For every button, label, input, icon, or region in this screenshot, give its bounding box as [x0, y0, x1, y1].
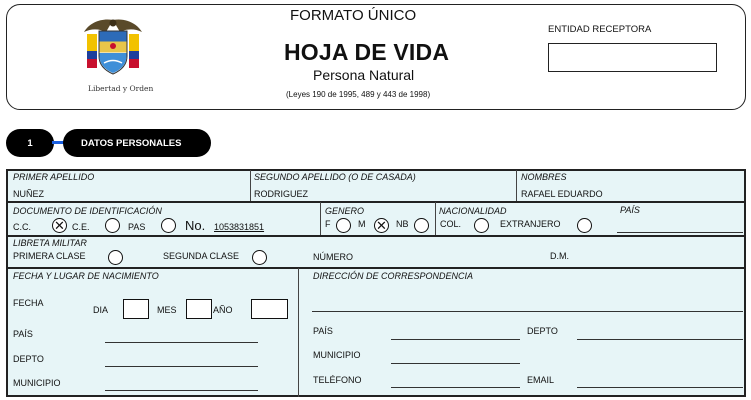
- section-number: 1: [6, 129, 54, 157]
- extranjero-label: EXTRANJERO: [500, 219, 561, 229]
- pais-label: PAÍS: [620, 205, 640, 215]
- f-radio[interactable]: [336, 218, 351, 233]
- entidad-label: ENTIDAD RECEPTORA: [548, 24, 652, 35]
- dia-input[interactable]: [123, 299, 149, 319]
- numero-label: No.: [185, 218, 206, 233]
- col-label: COL.: [440, 219, 462, 229]
- nacimiento-depto-label: DEPTO: [13, 354, 44, 364]
- pas-radio[interactable]: [161, 218, 176, 233]
- subtitle: Persona Natural: [313, 67, 415, 83]
- column-divider: [516, 170, 517, 201]
- anio-input[interactable]: [251, 299, 288, 319]
- nacionalidad-label: NACIONALIDAD: [439, 206, 507, 216]
- ce-label: C.E.: [72, 222, 90, 232]
- column-divider: [320, 202, 321, 235]
- correspondencia-municipio-label: MUNICIPIO: [313, 350, 361, 360]
- mes-input[interactable]: [186, 299, 212, 319]
- section-title: DATOS PERSONALES: [63, 129, 211, 157]
- datos-personales-form: [6, 169, 746, 397]
- pais-input-line[interactable]: [617, 232, 743, 233]
- nb-label: NB: [396, 219, 409, 229]
- genero-label: GENERO: [325, 206, 365, 216]
- m-label: M: [358, 219, 366, 229]
- fecha-label: FECHA: [13, 298, 44, 308]
- nombres-value[interactable]: RAFAEL EDUARDO: [521, 189, 603, 199]
- column-divider: [435, 202, 436, 235]
- primer-apellido-value[interactable]: NUÑEZ: [13, 189, 44, 199]
- correspondencia-depto-label: DEPTO: [527, 326, 558, 336]
- libreta-numero-label: NÚMERO: [313, 252, 353, 262]
- segunda-clase-label: SEGUNDA CLASE: [163, 251, 240, 261]
- nombres-label: NOMBRES: [521, 172, 567, 182]
- email-label: EMAIL: [527, 375, 555, 385]
- ce-radio[interactable]: [105, 218, 120, 233]
- column-divider: [250, 170, 251, 201]
- cc-label: C.C.: [13, 222, 31, 232]
- email-input[interactable]: [577, 387, 743, 388]
- col-radio[interactable]: [474, 218, 489, 233]
- segunda-clase-radio[interactable]: [252, 250, 267, 265]
- laws-reference: (Leyes 190 de 1995, 489 y 443 de 1998): [286, 90, 431, 99]
- correspondencia-municipio-input[interactable]: [391, 363, 520, 364]
- documento-label: DOCUMENTO DE IDENTIFICACIÓN: [13, 206, 162, 216]
- dia-label: DIA: [93, 305, 109, 315]
- telefono-label: TELÉFONO: [313, 375, 362, 385]
- m-radio-checked[interactable]: ✕: [374, 218, 389, 233]
- nacimiento-municipio-label: MUNICIPIO: [13, 378, 61, 388]
- motto-text: Libertad y Orden: [88, 84, 154, 93]
- segundo-apellido-label: SEGUNDO APELLIDO (O DE CASADA): [254, 172, 416, 182]
- coat-of-arms-logo: [82, 16, 144, 80]
- libreta-militar-label: LIBRETA MILITAR: [13, 238, 87, 248]
- dm-label: D.M.: [550, 251, 569, 261]
- nacimiento-depto-input[interactable]: [105, 366, 258, 367]
- mes-label: MES: [157, 305, 177, 315]
- primera-clase-label: PRIMERA CLASE: [13, 251, 86, 261]
- direccion-label: DIRECCIÓN DE CORRESPONDENCIA: [313, 271, 474, 281]
- nacimiento-label: FECHA Y LUGAR DE NACIMIENTO: [13, 271, 159, 281]
- page-title: HOJA DE VIDA: [284, 39, 450, 65]
- entidad-field[interactable]: [548, 43, 717, 72]
- nacimiento-pais-input[interactable]: [105, 342, 258, 343]
- column-divider: [298, 268, 299, 397]
- direccion-input[interactable]: [312, 311, 743, 312]
- row-divider: [6, 201, 746, 203]
- formato-label: FORMATO ÚNICO: [290, 7, 417, 24]
- telefono-input[interactable]: [391, 387, 520, 388]
- correspondencia-pais-input[interactable]: [391, 339, 520, 340]
- primer-apellido-label: PRIMER APELLIDO: [13, 172, 95, 182]
- nacimiento-pais-label: PAÍS: [13, 329, 33, 339]
- cc-radio-checked[interactable]: ✕: [52, 218, 67, 233]
- correspondencia-pais-label: PAÍS: [313, 326, 333, 336]
- anio-label: AÑO: [213, 305, 233, 315]
- segundo-apellido-value[interactable]: RODRIGUEZ: [254, 189, 308, 199]
- nacimiento-municipio-input[interactable]: [105, 390, 258, 391]
- row-divider: [6, 267, 746, 269]
- f-label: F: [325, 219, 331, 229]
- nb-radio[interactable]: [414, 218, 429, 233]
- correspondencia-depto-input[interactable]: [577, 339, 743, 340]
- row-divider: [6, 235, 746, 237]
- documento-number[interactable]: 1053831851: [214, 222, 265, 232]
- extranjero-radio[interactable]: [577, 218, 592, 233]
- pas-label: PAS: [128, 222, 146, 232]
- primera-clase-radio[interactable]: [108, 250, 123, 265]
